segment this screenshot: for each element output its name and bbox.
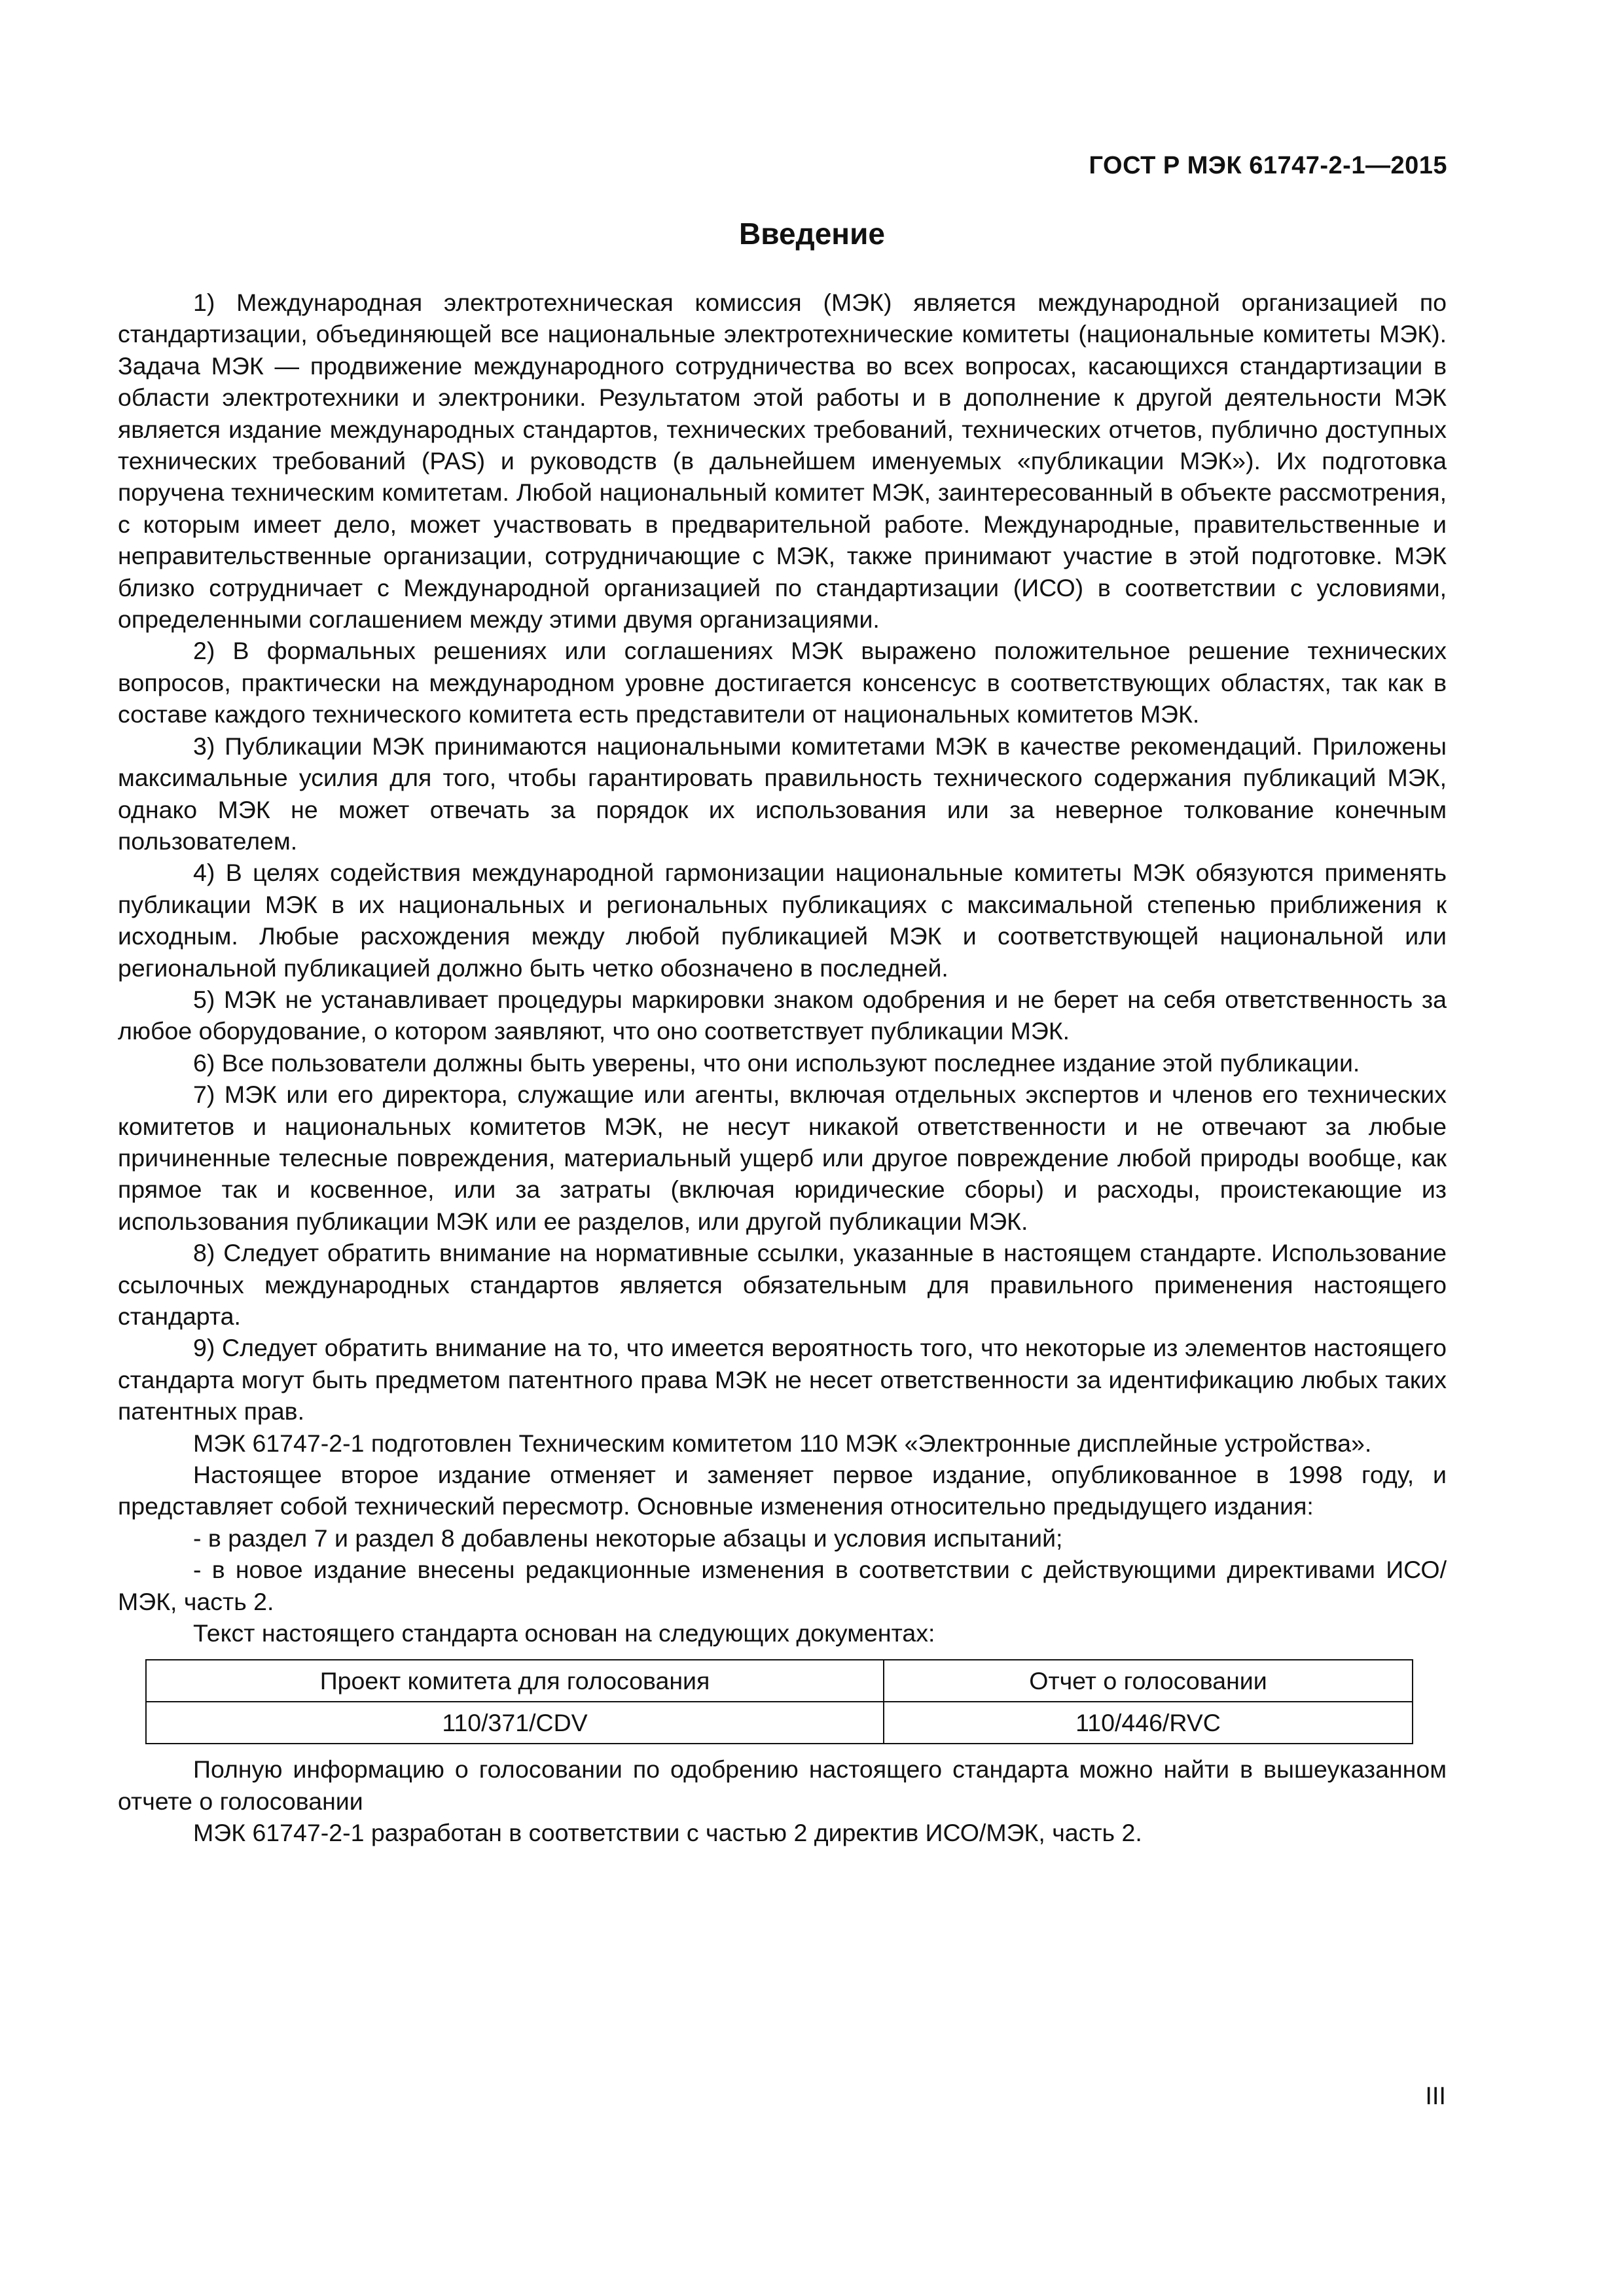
table-header-cell: Отчет о голосовании (884, 1660, 1413, 1702)
paragraph-5: 5) МЭК не устанавливает процедуры маркировки знаком одобрения и не берет на себя ответственность за любое оборудование, о котором заявляют, что оно соответствует публикации МЭК. (118, 985, 1447, 1045)
table-intro: Текст настоящего стандарта основан на следующих документах: (193, 1619, 935, 1647)
paragraph-7: 7) МЭК или его директора, служащие или агенты, включая отдельных экспертов и членов его технических комитетов и национальных комитетов МЭК, не несут никакой ответственности и не отвечают за любые причиненные телесные повреждения, материальный ущерб или другое повреждение любой природы вообще, как прямое так и косвенное, или за затраты (включая юридические сборы) и расходы, проистекающие из использования публикации МЭК или ее разделов, или другой публикации МЭК. (118, 1081, 1447, 1235)
paragraph-4: 4) В целях содействия международной гармонизации национальные комитеты МЭК обязуются применять публикации МЭК в их национальных и региональных публикациях с максимальной степенью приближения к исходным. Любые расхождения между любой публикацией МЭК и соответствующей национальной или региональной публикацией должно быть четко обозначено в последней. (118, 859, 1447, 982)
change-item: - в новое издание внесены редакционные изменения в соответствии с действующими директивами ИСО/МЭК, часть 2. (118, 1556, 1447, 1615)
paragraph-1: 1) Международная электротехническая комиссия (МЭК) является международной организацией по стандартизации, объединяющей все национальные электротехнические комитеты (национальные комитеты МЭК). Задача МЭК — продвижение международного сотрудничества во всех вопросах, касающихся стандартизации в области электротехники и электроники. Результатом этой работы и в дополнение к другой деятельности МЭК является издание международных стандартов, технических требований, технических отчетов, публично доступных технических требований (PAS) и руководств (в дальнейшем именуемых «публикации МЭК»). Их подготовка поручена техническим комитетам. Любой национальный комитет МЭК, заинтересованный в объекте рассмотрения, с которым имеет дело, может участвовать в предварительной работе. Международные, правительственные и неправительственные организации, сотрудничающие с МЭК, также принимают участие в этой подготовке. МЭК близко сотрудничает с Международной организацией по стандартизации (ИСО) в соответствии с условиями, определенными соглашением между этими двумя организациями. (118, 289, 1447, 634)
change-item: - в раздел 7 и раздел 8 добавлены некоторые абзацы и условия испытаний; (193, 1524, 1063, 1552)
table-cell: 110/446/RVC (884, 1702, 1413, 1744)
paragraph-8: 8) Следует обратить внимание на нормативные ссылки, указанные в настоящем стандарте. Использование ссылочных международных стандартов является обязательным для правильного применения настоящего стандарта. (118, 1239, 1447, 1330)
section-title: Введение (739, 217, 885, 251)
table-row (146, 1702, 1413, 1744)
paragraph-6: 6) Все пользователи должны быть уверены, что они используют последнее издание этой публикации. (193, 1049, 1360, 1077)
paragraph-directives: МЭК 61747-2-1 разработан в соответствии с частью 2 директив ИСО/МЭК, часть 2. (193, 1819, 1142, 1847)
table-header-row (146, 1660, 1413, 1702)
page-number: III (1425, 2083, 1446, 2110)
document-code: ГОСТ Р МЭК 61747-2-1—2015 (1089, 152, 1447, 179)
paragraph-edition: Настоящее второе издание отменяет и заменяет первое издание, опубликованное в 1998 году, и представляет собой технический пересмотр. Основные изменения относительно предыдущего издания: (118, 1461, 1447, 1520)
paragraph-2: 2) В формальных решениях или соглашениях МЭК выражено положительное решение технических вопросов, практически на международном уровне достигается консенсус в соответствующих областях, так как в составе каждого технического комитета есть представители от национальных комитетов МЭК. (118, 637, 1447, 728)
paragraph-committee: МЭК 61747-2-1 подготовлен Техническим комитетом 110 МЭК «Электронные дисплейные устройства». (193, 1429, 1372, 1457)
voting-table (145, 1659, 1413, 1744)
body-text (118, 287, 1447, 1849)
paragraph-3: 3) Публикации МЭК принимаются национальными комитетами МЭК в качестве рекомендаций. Приложены максимальные усилия для того, чтобы гарантировать правильность технического содержания публикаций МЭК, однако МЭК не может отвечать за порядок их использования или за неверное толкование конечным пользователем. (118, 732, 1447, 855)
paragraph-voting-info: Полную информацию о голосовании по одобрению настоящего стандарта можно найти в вышеуказанном отчете о голосовании (118, 1755, 1447, 1815)
table-header-cell: Проект комитета для голосования (146, 1660, 884, 1702)
table-cell: 110/371/CDV (146, 1702, 884, 1744)
paragraph-9: 9) Следует обратить внимание на то, что имеется вероятность того, что некоторые из элементов настоящего стандарта могут быть предметом патентного права МЭК не несет ответственности за идентификацию любых таких патентных прав. (118, 1334, 1447, 1426)
